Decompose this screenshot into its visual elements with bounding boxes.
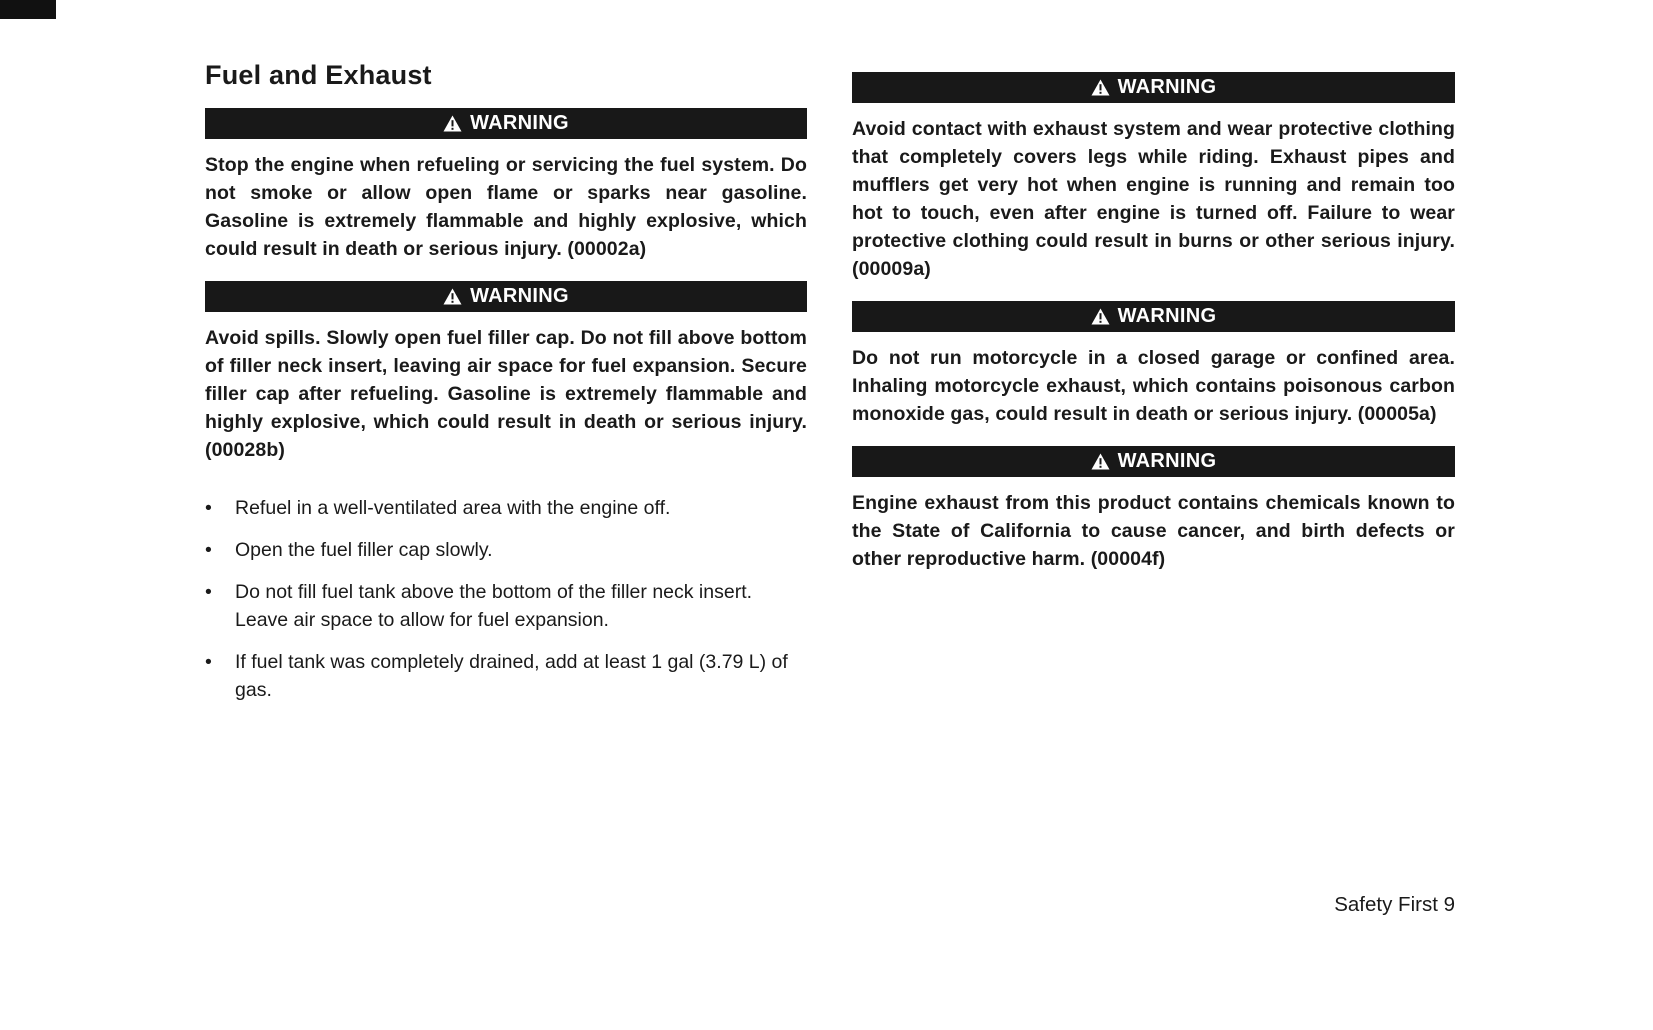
warning-box-fuel-2	[205, 281, 807, 464]
warning-header	[205, 281, 807, 312]
warning-triangle-icon	[443, 115, 462, 132]
warning-triangle-icon	[1091, 453, 1110, 470]
list-item	[205, 536, 807, 564]
warning-label: WARNING	[1117, 76, 1217, 98]
page-footer: Safety First 9	[1334, 893, 1455, 916]
warning-label: WARNING	[1117, 305, 1217, 327]
list-item-text: • Open the fuel filler cap slowly.	[235, 539, 493, 561]
warning-label: WARNING	[470, 112, 569, 134]
warning-header	[205, 108, 807, 139]
list-item	[205, 494, 807, 522]
warning-box-fuel-1	[205, 108, 807, 263]
warning-label: WARNING	[1117, 450, 1217, 472]
warning-box-exhaust-2	[852, 301, 1455, 428]
list-item	[205, 648, 807, 704]
warning-triangle-icon	[443, 288, 462, 305]
warning-body: Avoid spills. Slowly open fuel filler cap. Do not fill above bottom of filler neck insert, leaving air space for fuel expansion. Secure filler cap after refueling. Gasoline is extremely flammable and highly explosive, which could result in death or serious injury. (00028b)	[205, 327, 807, 461]
fuel-instructions-list	[205, 494, 807, 704]
left-column	[205, 60, 807, 718]
warning-header	[852, 446, 1455, 477]
warning-header	[852, 72, 1455, 103]
warning-body: Do not run motorcycle in a closed garage or confined area. Inhaling motorcycle exhaust, which contains poisonous carbon monoxide gas, could result in death or serious injury. (00005a)	[852, 347, 1455, 425]
warning-body: Engine exhaust from this product contains chemicals known to the State of California to cause cancer, and birth defects or other reproductive harm. (00004f)	[852, 492, 1455, 570]
list-item-text: • If fuel tank was completely drained, add at least 1 gal (3.79 L) of gas.	[235, 651, 788, 701]
section-heading: Fuel and Exhaust	[205, 60, 432, 90]
warning-body: Stop the engine when refueling or servicing the fuel system. Do not smoke or allow open flame or sparks near gasoline. Gasoline is extremely flammable and highly explosive, which could result in death or serious injury. (00002a)	[205, 154, 807, 260]
warning-body: Avoid contact with exhaust system and wear protective clothing that completely covers legs while riding. Exhaust pipes and mufflers get very hot when engine is running and remain too hot to touch, even after engine is turned off. Failure to wear protective clothing could result in burns or other serious injury. (00009a)	[852, 118, 1455, 280]
warning-triangle-icon	[1091, 79, 1110, 96]
warning-header	[852, 301, 1455, 332]
warning-label: WARNING	[470, 285, 569, 307]
warning-box-california	[852, 446, 1455, 573]
list-item-text: • Do not fill fuel tank above the bottom of the filler neck insert. Leave air space to allow for fuel expansion.	[235, 581, 753, 631]
page-corner-mark	[0, 0, 56, 19]
warning-box-exhaust-1	[852, 72, 1455, 283]
list-item	[205, 578, 807, 634]
list-item-text: • Refuel in a well-ventilated area with the engine off.	[235, 497, 671, 519]
warning-triangle-icon	[1091, 308, 1110, 325]
right-column	[852, 72, 1455, 591]
